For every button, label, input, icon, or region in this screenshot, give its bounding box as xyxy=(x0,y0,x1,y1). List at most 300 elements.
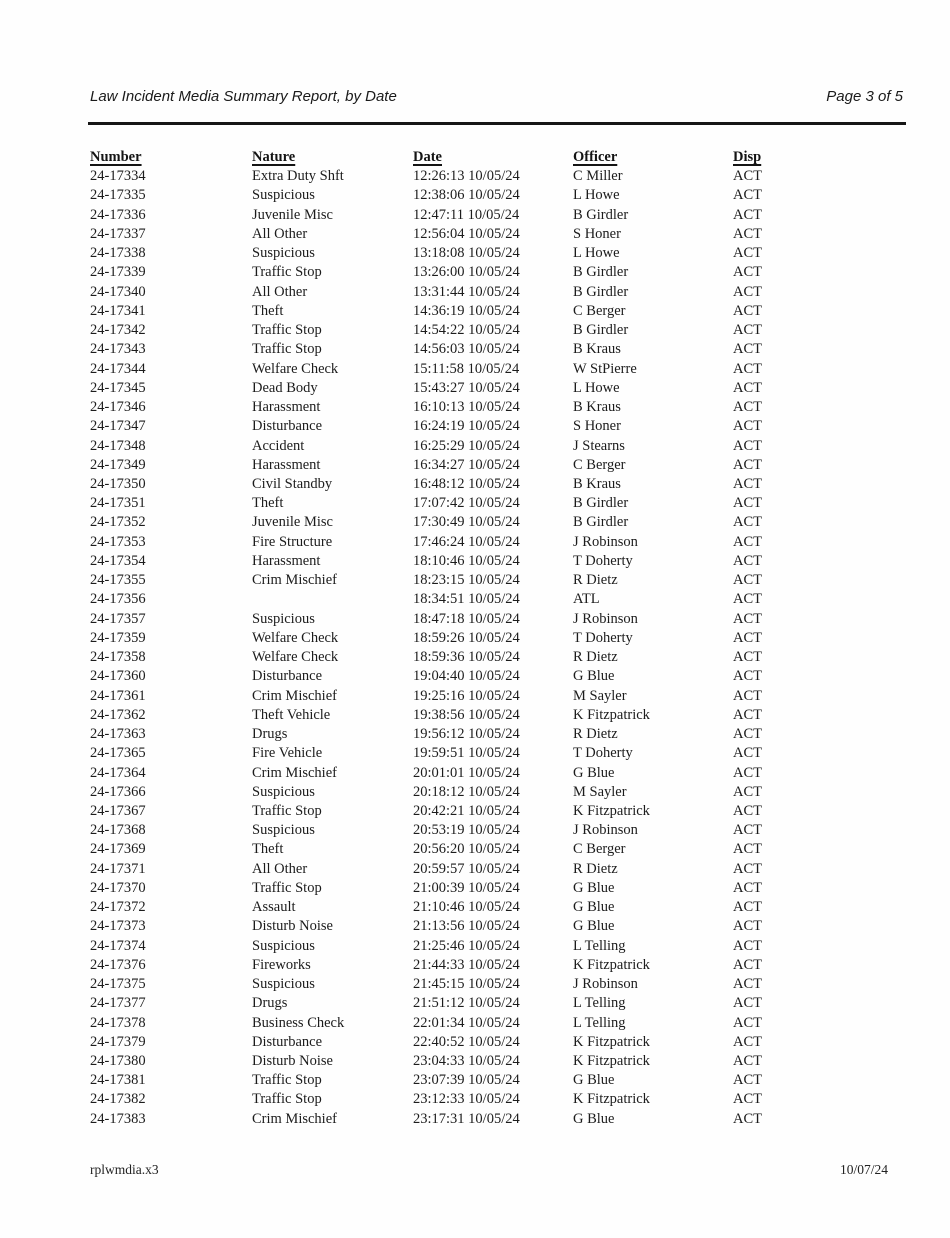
table-row xyxy=(90,898,800,917)
cell-date: 23:07:39 10/05/24 xyxy=(413,1072,520,1089)
cell-nature: Disturbance xyxy=(252,668,323,685)
cell-disp: ACT xyxy=(733,591,762,608)
cell-officer: J Robinson xyxy=(573,822,638,839)
table-row xyxy=(90,571,800,590)
table-header-row xyxy=(90,148,800,167)
table-row xyxy=(90,687,800,706)
cell-date: 21:25:46 10/05/24 xyxy=(413,937,520,954)
table-row xyxy=(90,667,800,686)
cell-number: 24-17334 xyxy=(90,168,146,185)
page-number: Page 3 of 5 xyxy=(826,88,903,105)
cell-disp: ACT xyxy=(733,302,762,319)
cell-number: 24-17336 xyxy=(90,206,146,223)
cell-disp: ACT xyxy=(733,745,762,762)
cell-disp: ACT xyxy=(733,245,762,262)
cell-date: 23:17:31 10/05/24 xyxy=(413,1110,520,1127)
cell-officer: L Howe xyxy=(573,245,620,262)
table-row xyxy=(90,437,800,456)
table-row xyxy=(90,417,800,436)
cell-date: 19:56:12 10/05/24 xyxy=(413,726,520,743)
cell-officer: L Telling xyxy=(573,995,626,1012)
cell-date: 13:26:00 10/05/24 xyxy=(413,264,520,281)
cell-number: 24-17368 xyxy=(90,822,146,839)
cell-nature: Drugs xyxy=(252,995,288,1012)
table-row xyxy=(90,629,800,648)
cell-disp: ACT xyxy=(733,783,762,800)
cell-nature: All Other xyxy=(252,225,308,242)
table-row xyxy=(90,610,800,629)
cell-number: 24-17351 xyxy=(90,495,146,512)
cell-date: 15:43:27 10/05/24 xyxy=(413,379,520,396)
cell-date: 12:38:06 10/05/24 xyxy=(413,187,520,204)
cell-number: 24-17364 xyxy=(90,764,146,781)
cell-disp: ACT xyxy=(733,399,762,416)
cell-number: 24-17374 xyxy=(90,937,146,954)
incident-table xyxy=(90,148,800,1129)
cell-disp: ACT xyxy=(733,956,762,973)
cell-nature: Fire Vehicle xyxy=(252,745,323,762)
cell-nature: Dead Body xyxy=(252,379,318,396)
table-row xyxy=(90,1014,800,1033)
table-row xyxy=(90,648,800,667)
cell-officer: B Girdler xyxy=(573,495,629,512)
table-row xyxy=(90,764,800,783)
cell-number: 24-17341 xyxy=(90,302,146,319)
cell-disp: ACT xyxy=(733,879,762,896)
cell-disp: ACT xyxy=(733,610,762,627)
cell-nature: Disturb Noise xyxy=(252,918,333,935)
cell-disp: ACT xyxy=(733,706,762,723)
cell-nature: All Other xyxy=(252,283,308,300)
cell-date: 16:25:29 10/05/24 xyxy=(413,437,520,454)
table-row xyxy=(90,994,800,1013)
cell-nature: Suspicious xyxy=(252,187,315,204)
cell-date: 20:01:01 10/05/24 xyxy=(413,764,520,781)
cell-nature: Suspicious xyxy=(252,783,315,800)
cell-date: 13:18:08 10/05/24 xyxy=(413,245,520,262)
cell-disp: ACT xyxy=(733,995,762,1012)
cell-officer: R Dietz xyxy=(573,726,618,743)
cell-nature: Harassment xyxy=(252,456,321,473)
cell-nature: Civil Standby xyxy=(252,475,333,492)
cell-officer: J Robinson xyxy=(573,610,638,627)
cell-number: 24-17343 xyxy=(90,341,146,358)
table-row xyxy=(90,206,800,225)
cell-date: 21:13:56 10/05/24 xyxy=(413,918,520,935)
cell-nature: Traffic Stop xyxy=(252,322,322,339)
cell-nature: Accident xyxy=(252,437,305,454)
table-row xyxy=(90,802,800,821)
cell-nature: Theft Vehicle xyxy=(252,706,331,723)
cell-date: 17:07:42 10/05/24 xyxy=(413,495,520,512)
cell-date: 13:31:44 10/05/24 xyxy=(413,283,520,300)
cell-disp: ACT xyxy=(733,456,762,473)
cell-officer: M Sayler xyxy=(573,783,627,800)
cell-number: 24-17379 xyxy=(90,1033,146,1050)
cell-number: 24-17381 xyxy=(90,1072,146,1089)
table-row xyxy=(90,533,800,552)
cell-date: 21:44:33 10/05/24 xyxy=(413,956,520,973)
column-header-number: Number xyxy=(90,149,142,165)
cell-disp: ACT xyxy=(733,899,762,916)
cell-officer: B Girdler xyxy=(573,322,629,339)
table-row xyxy=(90,590,800,609)
cell-disp: ACT xyxy=(733,264,762,281)
cell-nature: Traffic Stop xyxy=(252,1072,322,1089)
cell-officer: M Sayler xyxy=(573,687,627,704)
table-row xyxy=(90,725,800,744)
cell-nature: Suspicious xyxy=(252,822,315,839)
table-row xyxy=(90,398,800,417)
cell-officer: L Telling xyxy=(573,937,626,954)
cell-number: 24-17359 xyxy=(90,629,146,646)
cell-number: 24-17342 xyxy=(90,322,146,339)
cell-number: 24-17366 xyxy=(90,783,146,800)
cell-disp: ACT xyxy=(733,822,762,839)
cell-date: 21:10:46 10/05/24 xyxy=(413,899,520,916)
cell-date: 20:59:57 10/05/24 xyxy=(413,860,520,877)
cell-officer: ATL xyxy=(573,591,600,608)
cell-disp: ACT xyxy=(733,841,762,858)
table-row xyxy=(90,379,800,398)
cell-officer: S Honer xyxy=(573,418,621,435)
cell-date: 12:56:04 10/05/24 xyxy=(413,225,520,242)
cell-date: 17:30:49 10/05/24 xyxy=(413,514,520,531)
cell-number: 24-17352 xyxy=(90,514,146,531)
cell-nature: Traffic Stop xyxy=(252,264,322,281)
cell-nature: Drugs xyxy=(252,726,288,743)
table-body xyxy=(90,167,800,1129)
table-row xyxy=(90,302,800,321)
table-row xyxy=(90,860,800,879)
table-row xyxy=(90,821,800,840)
cell-number: 24-17358 xyxy=(90,649,146,666)
cell-number: 24-17349 xyxy=(90,456,146,473)
cell-officer: R Dietz xyxy=(573,572,618,589)
table-row xyxy=(90,340,800,359)
cell-nature: Theft xyxy=(252,495,284,512)
table-row xyxy=(90,975,800,994)
table-row xyxy=(90,840,800,859)
cell-disp: ACT xyxy=(733,1091,762,1108)
cell-officer: K Fitzpatrick xyxy=(573,1053,650,1070)
cell-disp: ACT xyxy=(733,225,762,242)
table-row xyxy=(90,1110,800,1129)
cell-disp: ACT xyxy=(733,187,762,204)
cell-disp: ACT xyxy=(733,341,762,358)
column-header-disp: Disp xyxy=(733,149,762,165)
table-row xyxy=(90,225,800,244)
cell-disp: ACT xyxy=(733,1033,762,1050)
table-row xyxy=(90,244,800,263)
cell-nature: Business Check xyxy=(252,1014,345,1031)
report-title: Law Incident Media Summary Report, by Date xyxy=(90,88,397,105)
cell-officer: B Kraus xyxy=(573,341,621,358)
cell-number: 24-17335 xyxy=(90,187,146,204)
cell-nature: Crim Mischief xyxy=(252,1110,337,1127)
cell-date: 19:38:56 10/05/24 xyxy=(413,706,520,723)
table-row xyxy=(90,1052,800,1071)
cell-date: 22:40:52 10/05/24 xyxy=(413,1033,520,1050)
cell-disp: ACT xyxy=(733,687,762,704)
cell-number: 24-17361 xyxy=(90,687,146,704)
cell-officer: G Blue xyxy=(573,899,615,916)
cell-nature: Harassment xyxy=(252,399,321,416)
cell-officer: L Howe xyxy=(573,187,620,204)
cell-number: 24-17347 xyxy=(90,418,146,435)
cell-number: 24-17350 xyxy=(90,475,146,492)
table-row xyxy=(90,937,800,956)
cell-number: 24-17353 xyxy=(90,533,146,550)
cell-date: 12:47:11 10/05/24 xyxy=(413,206,520,223)
cell-nature: Suspicious xyxy=(252,937,315,954)
cell-number: 24-17338 xyxy=(90,245,146,262)
cell-date: 19:04:40 10/05/24 xyxy=(413,668,520,685)
cell-nature: Suspicious xyxy=(252,976,315,993)
cell-nature: Fireworks xyxy=(252,956,311,973)
cell-disp: ACT xyxy=(733,552,762,569)
cell-disp: ACT xyxy=(733,976,762,993)
cell-number: 24-17377 xyxy=(90,995,146,1012)
cell-date: 20:53:19 10/05/24 xyxy=(413,822,520,839)
cell-number: 24-17365 xyxy=(90,745,146,762)
table-row xyxy=(90,956,800,975)
cell-date: 14:56:03 10/05/24 xyxy=(413,341,520,358)
cell-disp: ACT xyxy=(733,322,762,339)
cell-number: 24-17356 xyxy=(90,591,146,608)
cell-officer: J Robinson xyxy=(573,976,638,993)
cell-number: 24-17360 xyxy=(90,668,146,685)
cell-officer: G Blue xyxy=(573,764,615,781)
cell-date: 19:59:51 10/05/24 xyxy=(413,745,520,762)
cell-disp: ACT xyxy=(733,649,762,666)
cell-officer: J Stearns xyxy=(573,437,625,454)
footer-report-id: rplwmdia.x3 xyxy=(90,1162,159,1177)
cell-disp: ACT xyxy=(733,283,762,300)
cell-disp: ACT xyxy=(733,437,762,454)
table-row xyxy=(90,360,800,379)
cell-nature: Welfare Check xyxy=(252,360,339,377)
cell-officer: G Blue xyxy=(573,668,615,685)
cell-disp: ACT xyxy=(733,668,762,685)
column-header-nature: Nature xyxy=(252,149,296,165)
cell-disp: ACT xyxy=(733,1072,762,1089)
cell-officer: B Girdler xyxy=(573,264,629,281)
cell-date: 20:18:12 10/05/24 xyxy=(413,783,520,800)
cell-nature: Crim Mischief xyxy=(252,764,337,781)
table-row xyxy=(90,1033,800,1052)
table-row xyxy=(90,1071,800,1090)
table-row xyxy=(90,475,800,494)
cell-nature: Disturbance xyxy=(252,418,323,435)
cell-officer: K Fitzpatrick xyxy=(573,706,650,723)
cell-nature: Welfare Check xyxy=(252,629,339,646)
cell-officer: C Berger xyxy=(573,302,626,319)
column-header-officer: Officer xyxy=(573,149,618,165)
cell-disp: ACT xyxy=(733,1110,762,1127)
cell-officer: L Howe xyxy=(573,379,620,396)
cell-date: 14:36:19 10/05/24 xyxy=(413,302,520,319)
cell-number: 24-17372 xyxy=(90,899,146,916)
cell-number: 24-17369 xyxy=(90,841,146,858)
cell-nature: Extra Duty Shft xyxy=(252,168,344,185)
cell-date: 14:54:22 10/05/24 xyxy=(413,322,520,339)
cell-officer: B Girdler xyxy=(573,283,629,300)
cell-officer: B Kraus xyxy=(573,399,621,416)
table-row xyxy=(90,263,800,282)
cell-number: 24-17346 xyxy=(90,399,146,416)
cell-nature: Theft xyxy=(252,302,284,319)
cell-disp: ACT xyxy=(733,860,762,877)
table-row xyxy=(90,744,800,763)
cell-date: 15:11:58 10/05/24 xyxy=(413,360,520,377)
cell-nature: Crim Mischief xyxy=(252,687,337,704)
cell-disp: ACT xyxy=(733,572,762,589)
cell-officer: B Kraus xyxy=(573,475,621,492)
cell-date: 21:00:39 10/05/24 xyxy=(413,879,520,896)
cell-date: 18:23:15 10/05/24 xyxy=(413,572,520,589)
column-header-date: Date xyxy=(413,149,442,165)
cell-officer: C Berger xyxy=(573,841,626,858)
cell-officer: S Honer xyxy=(573,225,621,242)
table-row xyxy=(90,167,800,186)
cell-date: 20:56:20 10/05/24 xyxy=(413,841,520,858)
cell-disp: ACT xyxy=(733,475,762,492)
cell-disp: ACT xyxy=(733,764,762,781)
cell-nature: Disturbance xyxy=(252,1033,323,1050)
table-row xyxy=(90,706,800,725)
cell-disp: ACT xyxy=(733,514,762,531)
table-row xyxy=(90,1090,800,1109)
cell-date: 21:51:12 10/05/24 xyxy=(413,995,520,1012)
cell-officer: G Blue xyxy=(573,918,615,935)
table-row xyxy=(90,917,800,936)
cell-nature: Suspicious xyxy=(252,245,315,262)
cell-nature xyxy=(252,590,413,609)
cell-officer: G Blue xyxy=(573,1110,615,1127)
cell-nature: Crim Mischief xyxy=(252,572,337,589)
table-row xyxy=(90,513,800,532)
cell-officer: B Girdler xyxy=(573,206,629,223)
cell-officer: J Robinson xyxy=(573,533,638,550)
cell-officer: B Girdler xyxy=(573,514,629,531)
cell-officer: C Berger xyxy=(573,456,626,473)
table-row xyxy=(90,494,800,513)
cell-number: 24-17337 xyxy=(90,225,146,242)
cell-nature: Suspicious xyxy=(252,610,315,627)
cell-nature: All Other xyxy=(252,860,308,877)
cell-date: 17:46:24 10/05/24 xyxy=(413,533,520,550)
cell-number: 24-17362 xyxy=(90,706,146,723)
cell-date: 16:48:12 10/05/24 xyxy=(413,475,520,492)
header-rule xyxy=(88,122,906,125)
cell-number: 24-17367 xyxy=(90,802,146,819)
cell-nature: Welfare Check xyxy=(252,649,339,666)
cell-number: 24-17376 xyxy=(90,956,146,973)
cell-officer: T Doherty xyxy=(573,552,633,569)
cell-officer: C Miller xyxy=(573,168,623,185)
cell-nature: Traffic Stop xyxy=(252,879,322,896)
cell-number: 24-17373 xyxy=(90,918,146,935)
cell-officer: R Dietz xyxy=(573,649,618,666)
cell-nature: Traffic Stop xyxy=(252,802,322,819)
table-row xyxy=(90,186,800,205)
cell-date: 16:10:13 10/05/24 xyxy=(413,399,520,416)
table-row xyxy=(90,552,800,571)
cell-number: 24-17357 xyxy=(90,610,146,627)
table-row xyxy=(90,783,800,802)
cell-disp: ACT xyxy=(733,918,762,935)
cell-officer: K Fitzpatrick xyxy=(573,1091,650,1108)
cell-number: 24-17383 xyxy=(90,1110,146,1127)
cell-date: 16:34:27 10/05/24 xyxy=(413,456,520,473)
cell-number: 24-17378 xyxy=(90,1014,146,1031)
cell-number: 24-17363 xyxy=(90,726,146,743)
cell-disp: ACT xyxy=(733,495,762,512)
cell-disp: ACT xyxy=(733,937,762,954)
cell-nature: Theft xyxy=(252,841,284,858)
table-row xyxy=(90,283,800,302)
cell-date: 22:01:34 10/05/24 xyxy=(413,1014,520,1031)
cell-officer: K Fitzpatrick xyxy=(573,802,650,819)
cell-date: 21:45:15 10/05/24 xyxy=(413,976,520,993)
cell-date: 18:34:51 10/05/24 xyxy=(413,591,520,608)
cell-officer: K Fitzpatrick xyxy=(573,1033,650,1050)
cell-officer: R Dietz xyxy=(573,860,618,877)
cell-date: 19:25:16 10/05/24 xyxy=(413,687,520,704)
cell-disp: ACT xyxy=(733,168,762,185)
cell-number: 24-17339 xyxy=(90,264,146,281)
cell-disp: ACT xyxy=(733,1014,762,1031)
cell-number: 24-17348 xyxy=(90,437,146,454)
report-header xyxy=(90,88,903,105)
cell-number: 24-17345 xyxy=(90,379,146,396)
cell-number: 24-17375 xyxy=(90,976,146,993)
cell-officer: G Blue xyxy=(573,1072,615,1089)
cell-nature: Traffic Stop xyxy=(252,1091,322,1108)
table-row xyxy=(90,321,800,340)
cell-officer: L Telling xyxy=(573,1014,626,1031)
cell-nature: Traffic Stop xyxy=(252,341,322,358)
cell-disp: ACT xyxy=(733,418,762,435)
cell-nature: Juvenile Misc xyxy=(252,206,333,223)
cell-date: 18:59:26 10/05/24 xyxy=(413,629,520,646)
cell-disp: ACT xyxy=(733,379,762,396)
table-row xyxy=(90,879,800,898)
cell-date: 16:24:19 10/05/24 xyxy=(413,418,520,435)
cell-number: 24-17371 xyxy=(90,860,146,877)
cell-officer: G Blue xyxy=(573,879,615,896)
cell-number: 24-17370 xyxy=(90,879,146,896)
cell-number: 24-17344 xyxy=(90,360,146,377)
cell-number: 24-17382 xyxy=(90,1091,146,1108)
cell-date: 23:12:33 10/05/24 xyxy=(413,1091,520,1108)
cell-officer: T Doherty xyxy=(573,629,633,646)
footer-date: 10/07/24 xyxy=(839,1162,888,1177)
cell-date: 20:42:21 10/05/24 xyxy=(413,802,520,819)
cell-disp: ACT xyxy=(733,533,762,550)
cell-date: 23:04:33 10/05/24 xyxy=(413,1053,520,1070)
cell-number: 24-17340 xyxy=(90,283,146,300)
cell-date: 18:47:18 10/05/24 xyxy=(413,610,520,627)
cell-date: 18:59:36 10/05/24 xyxy=(413,649,520,666)
cell-number: 24-17355 xyxy=(90,572,146,589)
cell-number: 24-17380 xyxy=(90,1053,146,1070)
cell-disp: ACT xyxy=(733,206,762,223)
cell-date: 18:10:46 10/05/24 xyxy=(413,552,520,569)
cell-disp: ACT xyxy=(733,726,762,743)
cell-date: 12:26:13 10/05/24 xyxy=(413,168,520,185)
